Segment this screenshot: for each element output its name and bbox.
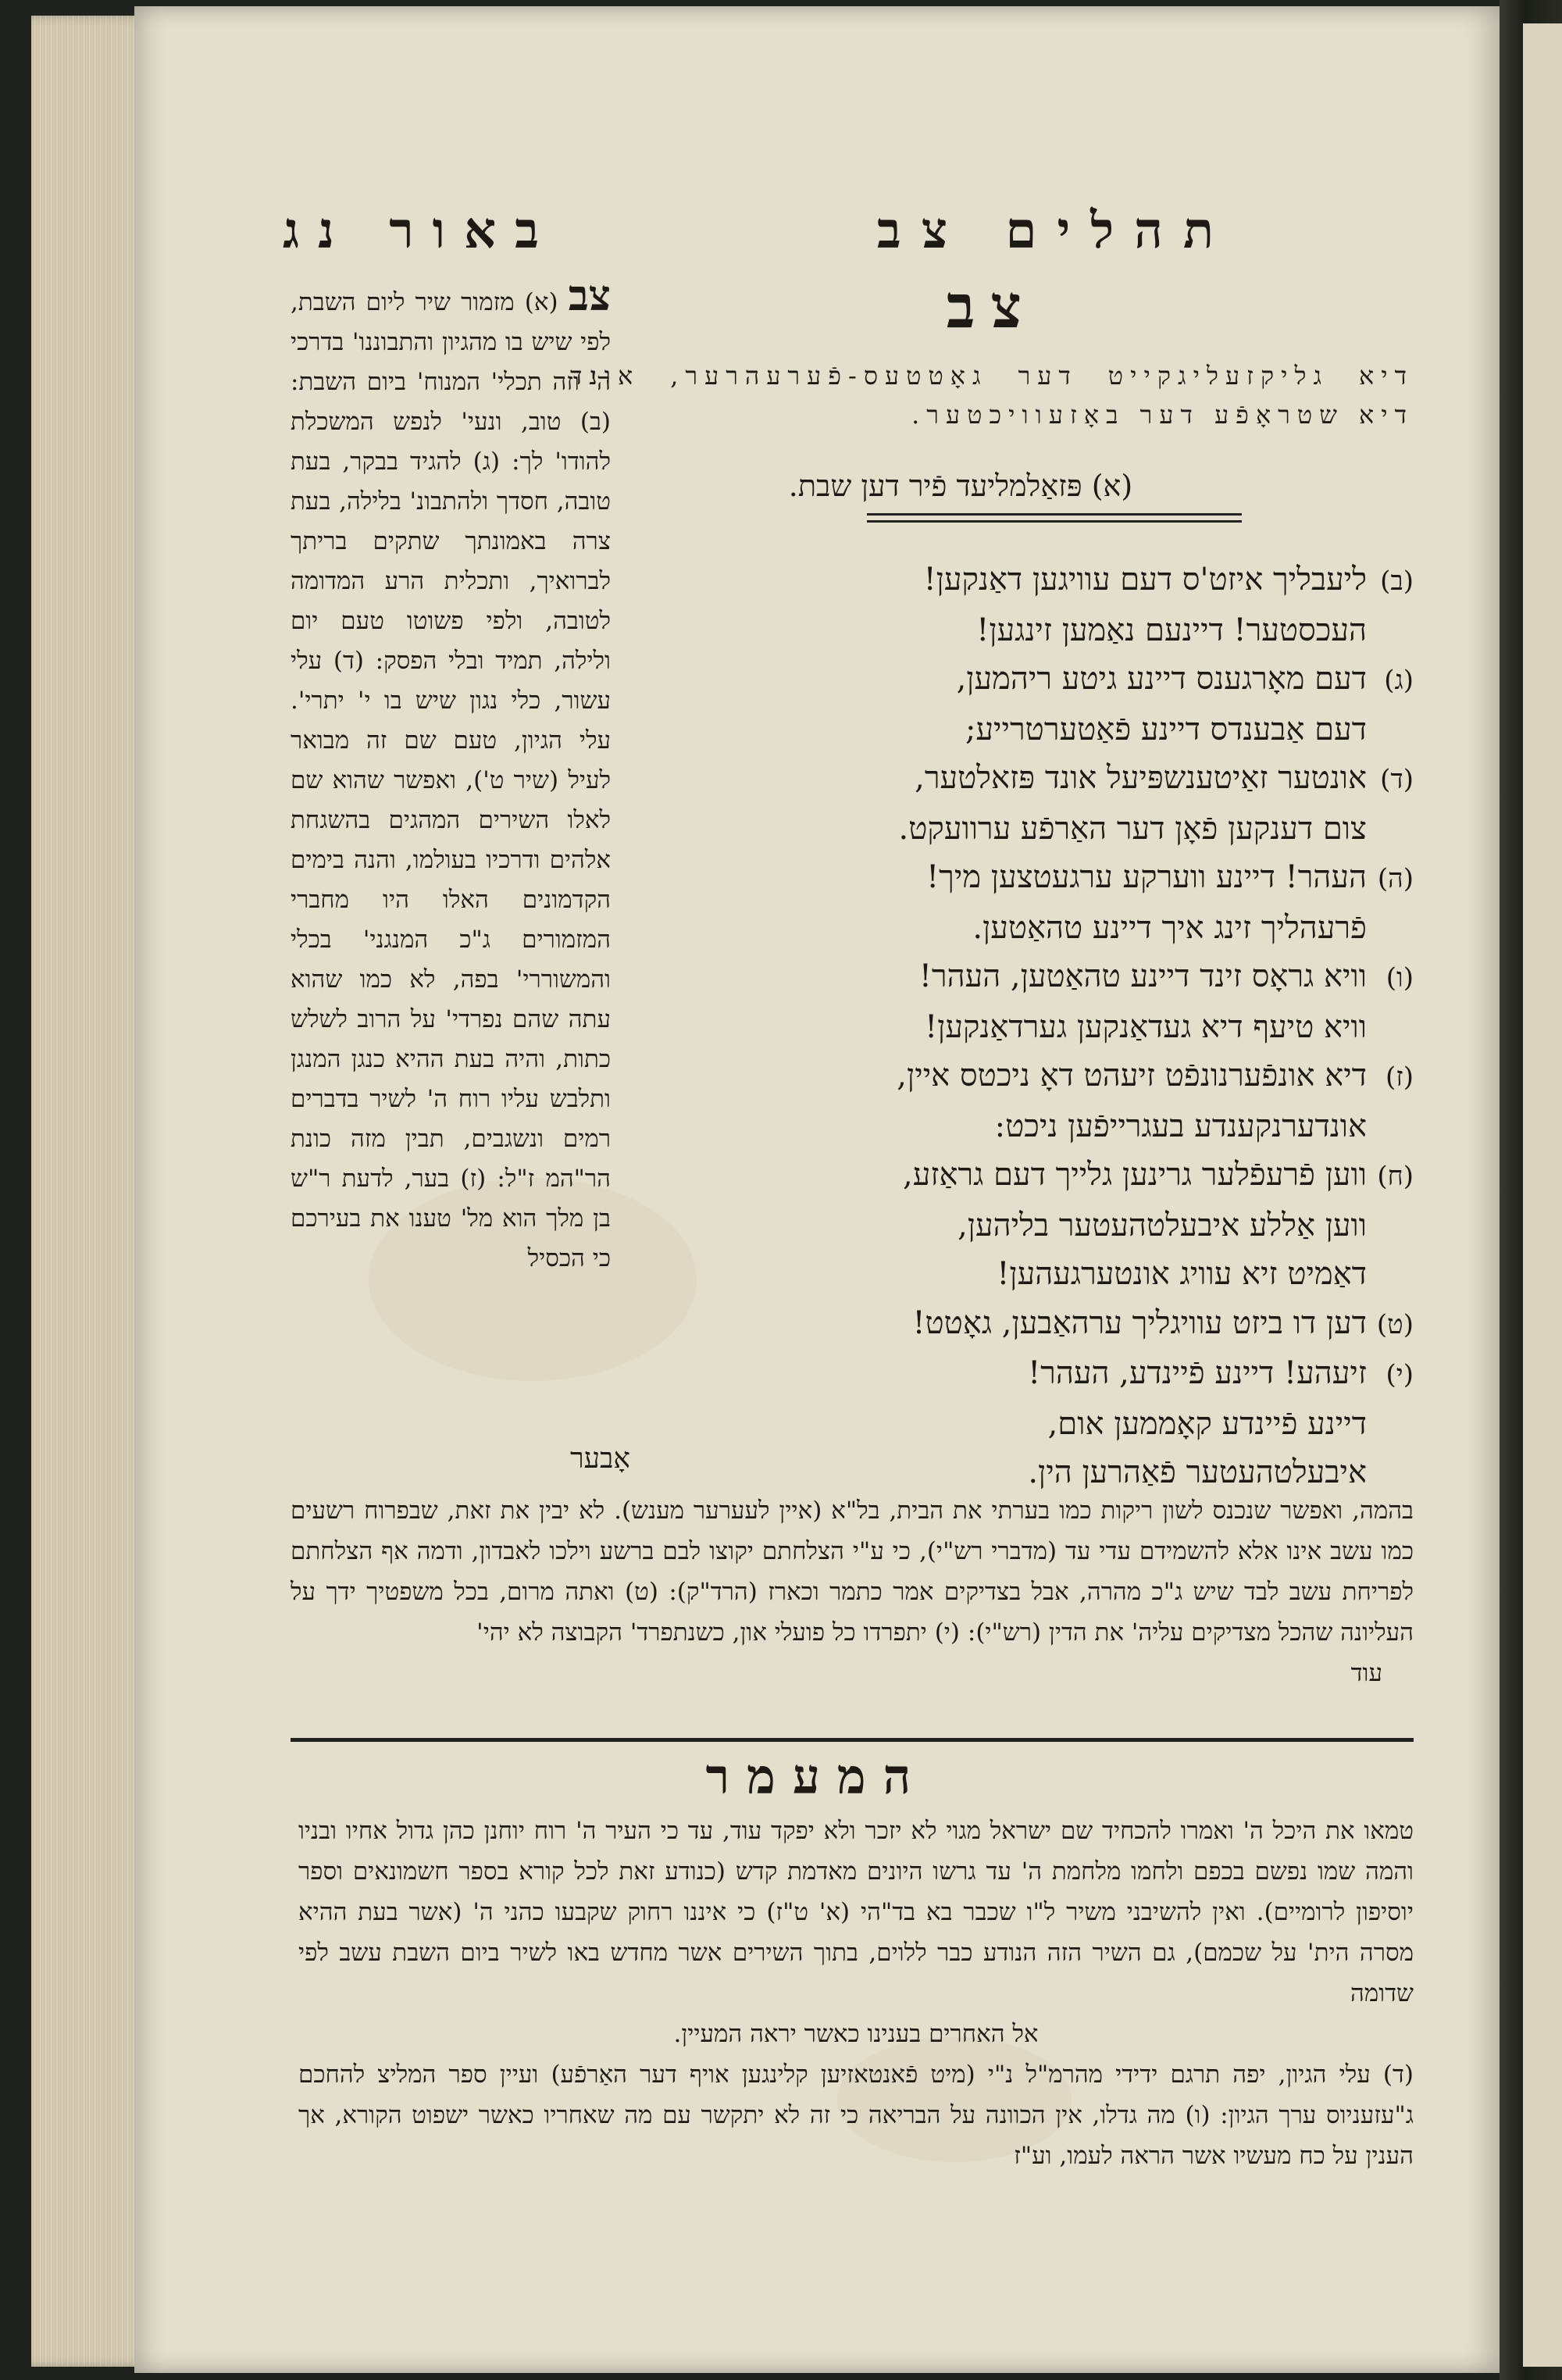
running-header xyxy=(134,202,1500,272)
verse-line xyxy=(570,1400,1414,1449)
hameamer-paragraph: טמאו את היכל ה' ואמרו להכחיד שם ישראל מגוי לא יזכר ולא יפקד עוד, עד כי העיר ה' רוח יוחנן כהן גדול אחיו ובניו והמה שמו נפשם בכפם ולחמו מלחמת ה' עד גרשו היונים מאדמת קדש (כנודע זאת לכל קורא בספר חשמונאים וספר יוסיפון לרומיים). ואין להשיבני משיר ל"ו שכבר בא בד"הי (א' ט"ז) כי איננו רחוק שקבעו כהני ה' (אשר בעת ההיא מסרה הית' על שכמם), גם השיר הזה הנודע כבר ללוים, בתוך השירים אשר מחדש באו לשיר ביום השבת עשב לפי שדומה xyxy=(298,1817,1414,2007)
verse-text: פֿרעהליך זינג איך דיינע טהאַטען. xyxy=(972,909,1367,946)
section-divider xyxy=(291,1738,1414,1742)
verse-text: דעם אַבענדס דיינע פֿאַטערטרייע; xyxy=(965,711,1367,748)
verse-line xyxy=(570,754,1414,805)
verse-text: דאַמיט זיא עוויג אונטערגעהען! xyxy=(997,1256,1367,1292)
verse-line xyxy=(570,1003,1414,1052)
psalm-number: צב xyxy=(946,272,1038,341)
verse-line xyxy=(570,655,1414,705)
verse-text: וויא טיעף דיא געדאַנקען גערדאַנקען! xyxy=(925,1008,1367,1045)
verse-text: דיינע פֿיינדע קאָממען אום, xyxy=(1047,1405,1367,1442)
page-number-title: באור נג xyxy=(283,202,558,260)
verse-text: אונדערנקענדע בעגרייפֿען ניכט: xyxy=(994,1108,1367,1144)
running-title: תהלים צב xyxy=(876,202,1234,260)
verse-line xyxy=(570,1250,1414,1299)
commentary-continuation-text: בהמה, ואפשר שנכנס לשון ריקות כמו בערתי את הבית, בל"א (איין לעערער מענש). לא יבין את זאת, שבפרוח רשעים כמו עשב אינו אלא להשמידם עדי עד (מדברי רש"י), כי ע"י הצלחתם יקוצו לבם ברשע וילכו לאבדון, ודמה אף הצלחתם לפריחת עשב לבד שיש ג"כ מהרה, אבל בצדיקים אמר כתמר וכארז (הרד"ק): (ט) ואתה מרום, בכל משפטיך ידך על העליונה שהכל מצדיקים עליה' את הדין (רש"י): (י) יתפרדו כל פועלי און, כשנתפרד' הקבוצה לא יהי' xyxy=(291,1497,1414,1647)
verse-line xyxy=(570,1299,1414,1350)
verse-line xyxy=(570,1201,1414,1251)
commentary-text: (א) מזמור שיר ליום השבת, לפי שיש בו מהגיון והתבוננו' בדרכי ה' וזה תכלי' המנוח' ביום השבת: (ב) טוב, ונעי' לנפש המשכלת להודו' לך: (ג) להגיד בבקר, בעת טובה, חסדך ולהתבונ' בלילה, בעת צרה באמונתך שתקים בריתך לברואיך, ותכלית הרע המדומה לטובה, ולפי פשוטו טעם יום ולילה, תמיד ובלי הפסק: (ד) עלי עשור, כלי נגון שיש בו י' יתרי'. עלי הגיון, טעם שם זה מבואר לעיל (שיר ט'), ואפשר שהוא שם לאלו השירים המהגים בהשגחת אלהים ודרכיו בעולמו, והנה בימים הקדמונים האלו היו מחברי המזמורים ג"כ המנגני' בכלי והמשוררי' בפה, לא כמו שהוא עתה שהם נפרדי' על הרוב לשלש כתות, והיה בעת ההיא כנגן המנגן ותלבש עליו רוח ה' לשיר בדברים רמים ונשגבים, תבין מזה כונת הר"המ ז"ל: (ז) בער, לדעת ר"ש בן מלך הוא מל' טענו את בעירכם כי הכסיל xyxy=(291,288,611,1272)
verse-line xyxy=(570,705,1414,755)
verse-text: ליעבליך איזט'ס דעם עוויגען דאַנקען! xyxy=(923,562,1367,598)
book-page xyxy=(134,6,1500,2373)
hameamer-center-line: אל האחרים בענינו כאשר יראה המעיין. xyxy=(673,2020,1039,2048)
verse-line xyxy=(570,606,1414,655)
verse-number: (ב) xyxy=(1380,566,1414,597)
binding-gutter xyxy=(1500,0,1562,2380)
hameamer-note: (ד) עלי הגיון, יפה תרגם ידידי מהרמ"ל נ"י (מיט פֿאנטאזיען קלינגען אויף דער האַרפֿע) ועיין ספר המליצ להחכם ג"עזעניוס ערך הגיון: (ו) מה גדלו, אין הכוונה על הבריאה כי זה לא יתקשר עם מה שאחריו כאשר ישפוט הקורא, אך הענין על כח מעשיו אשר הראה לעמו, וע"ז xyxy=(298,2061,1414,2170)
translation-column xyxy=(570,264,1414,1490)
catchword: אָבער xyxy=(570,1443,631,1475)
verse-text: דעם מאָרגענס דיינע גיטע ריהמען, xyxy=(956,661,1367,697)
commentary-column xyxy=(291,270,612,1490)
superscription: (א) פּזאַלמליעד פֿיר דען שבת. xyxy=(788,469,1133,503)
verse-line xyxy=(570,805,1414,854)
hameamer-title: המעמר xyxy=(705,1748,929,1805)
verse-text: העכסטער! דיינעם נאַמען זינגען! xyxy=(976,612,1367,648)
verse-number: (ח) xyxy=(1377,1161,1414,1192)
page-edges xyxy=(31,16,148,2367)
commentary-catchword: עוד xyxy=(1350,1659,1382,1687)
verse-text: צום דענקען פֿאָן דער האַרפֿע ערוועקט. xyxy=(898,810,1367,847)
verse-text: איבעלטהעטער פֿאַהרען הין. xyxy=(1028,1454,1367,1490)
verse-number: (ו) xyxy=(1385,962,1414,994)
verse-line xyxy=(570,555,1414,606)
verse-text: וויא גראָס זינד דיינע טהאַטען, העהר! xyxy=(918,958,1367,994)
next-page-edge xyxy=(1523,23,1562,2367)
double-rule xyxy=(867,513,1242,523)
hameamer-section xyxy=(298,1811,1414,2176)
verse-line xyxy=(570,952,1414,1003)
verse-text: ווען אַללע איבעלטהעטער בליהען, xyxy=(958,1207,1367,1244)
verse-number: (ט) xyxy=(1376,1308,1414,1340)
verse-list xyxy=(570,555,1414,1497)
verse-line xyxy=(570,1102,1414,1151)
verse-number: (י) xyxy=(1385,1359,1414,1390)
verse-number: (ז) xyxy=(1385,1062,1414,1093)
verse-text: דען דו ביזט עוויגליך ערהאַבען, גאָטט! xyxy=(912,1304,1367,1341)
commentary-continuation xyxy=(291,1490,1414,1693)
verse-number: (ה) xyxy=(1377,863,1414,894)
verse-text: אונטער זאַיטענשפּיעל אונד פּזאלטער, xyxy=(915,760,1367,796)
verse-line xyxy=(570,1349,1414,1400)
verse-line xyxy=(570,1151,1414,1201)
verse-number: (ד) xyxy=(1380,764,1414,795)
commentary-psalm-head: צב xyxy=(568,270,612,320)
verse-line xyxy=(570,1051,1414,1102)
verse-text: דיא אונפֿערנונפֿט זיעהט דאָ ניכטס איין, xyxy=(897,1058,1367,1094)
verse-text: זיעהע! דיינע פֿיינדע, העהר! xyxy=(1028,1355,1367,1391)
verse-number: (ג) xyxy=(1384,665,1414,696)
verse-line xyxy=(570,853,1414,904)
verse-text: ווען פֿרעפֿלער גרינען גלייך דעם גראַזע, xyxy=(903,1157,1367,1193)
verse-line xyxy=(570,904,1414,953)
psalm-subtitle: דיא גליקזעליגקייט דער גאָטטעס-פֿערעהרער, אונד דיא שטראָפֿע דער באָזעוויכטער. xyxy=(570,361,1414,430)
verse-text: העהר! דיינע ווערקע ערגעטצען מיך! xyxy=(926,859,1367,895)
